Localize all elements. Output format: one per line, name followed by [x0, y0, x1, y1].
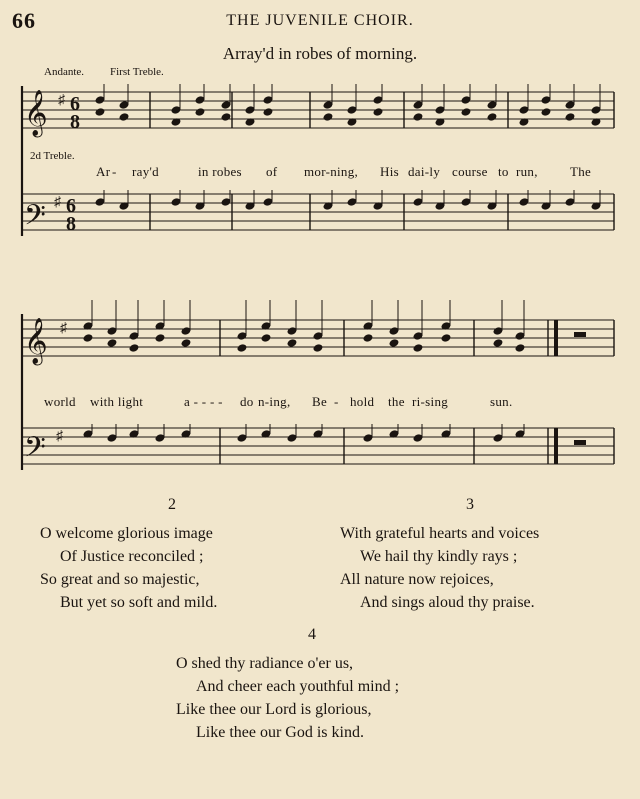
note-head-icon [119, 112, 130, 122]
page-number: 66 [12, 8, 36, 33]
lyric-syllable: The [570, 164, 592, 179]
lyric-syllable: Be [312, 394, 328, 409]
verse-2 [40, 522, 217, 614]
sharp-icon: ♯ [56, 429, 63, 444]
verse-4 [176, 652, 399, 744]
lyric-syllable: sun. [490, 394, 513, 409]
note-head-icon [373, 107, 384, 117]
lyric-syllable: Ar [96, 164, 111, 179]
lyric-syllable: n-ing, [258, 394, 291, 409]
note-head-icon [389, 338, 400, 348]
lyric-syllable: ray'd [132, 164, 159, 179]
lyric-syllable: the [388, 394, 405, 409]
verse-line: And cheer each youthful mind ; [196, 678, 400, 695]
bass-clef-icon: 𝄢 [24, 431, 46, 471]
note-head-icon [261, 333, 272, 343]
note-head-icon [129, 343, 140, 353]
treble-clef-icon: 𝄞 [24, 90, 48, 136]
verse-line: All nature now rejoices, [340, 571, 494, 588]
sharp-icon: ♯ [58, 93, 65, 108]
verse-3 [340, 522, 539, 614]
verse-line: Like thee our God is kind. [196, 724, 364, 741]
verse-line: With grateful hearts and voices [340, 525, 540, 542]
lyric-syllable: ri-sing [412, 394, 449, 409]
verse-line: O shed thy radiance o'er us, [176, 655, 354, 672]
note-head-icon [565, 112, 576, 122]
note-head-icon [263, 107, 274, 117]
lyric-syllable: with light [90, 394, 144, 409]
verse-line: We hail thy kindly rays ; [360, 548, 518, 565]
svg-text:6: 6 [66, 195, 76, 217]
lyric-syllable: - [334, 394, 339, 409]
note-head-icon [181, 338, 192, 348]
first-part-label: First Treble. [110, 66, 164, 78]
rest-icon [574, 332, 586, 337]
verse-line: So great and so majestic, [40, 571, 200, 588]
note-head-icon [487, 112, 498, 122]
note-head-icon [515, 343, 526, 353]
note-head-icon [107, 338, 118, 348]
note-head-icon [413, 112, 424, 122]
second-part-label: 2d Treble. [30, 150, 75, 162]
note-head-icon [313, 343, 324, 353]
note-head-icon [195, 107, 206, 117]
lyric-syllable: hold [350, 394, 375, 409]
verse-number: 2 [168, 496, 176, 513]
verse-line: Like thee our Lord is glorious, [176, 701, 372, 718]
note-head-icon [155, 333, 166, 343]
verse-number: 4 [308, 626, 316, 643]
note-head-icon [83, 333, 94, 343]
sharp-icon: ♯ [54, 195, 61, 210]
lyric-syllable: of [266, 164, 278, 179]
note-head-icon [413, 343, 424, 353]
sharp-icon: ♯ [60, 321, 67, 336]
note-head-icon [95, 107, 106, 117]
verse-line: And sings aloud thy praise. [360, 594, 535, 611]
song-title: Array'd in robes of morning. [222, 44, 418, 63]
note-head-icon [237, 343, 248, 353]
lyric-syllable: course [452, 164, 488, 179]
verse-line: But yet so soft and mild. [60, 594, 218, 611]
note-head-icon [287, 338, 298, 348]
running-title: THE JUVENILE CHOIR. [226, 12, 414, 29]
lyric-syllable: a - - - - [184, 394, 223, 409]
svg-text:6: 6 [70, 93, 80, 115]
time-signature-icon [66, 93, 80, 235]
lyric-syllable: His [380, 164, 399, 179]
lyric-syllable: run, [516, 164, 538, 179]
svg-text:8: 8 [70, 111, 80, 133]
lyric-syllable: in robes [198, 164, 242, 179]
verse-line: O welcome glorious image [40, 525, 213, 542]
verse-line: Of Justice reconciled ; [60, 548, 204, 565]
rest-icon [574, 440, 586, 445]
note-head-icon [441, 333, 452, 343]
note-head-icon [221, 112, 232, 122]
note-head-icon [461, 107, 472, 117]
svg-text:8: 8 [66, 213, 76, 235]
note-head-icon [363, 333, 374, 343]
lyric-syllable: mor-ning, [304, 164, 359, 179]
lyric-syllable: dai-ly [408, 164, 441, 179]
note-head-icon [493, 338, 504, 348]
lyric-syllable: world [44, 394, 76, 409]
verse-number: 3 [466, 496, 474, 513]
note-head-icon [541, 107, 552, 117]
lyric-syllable: to [498, 164, 509, 179]
treble-clef-icon: 𝄞 [24, 318, 48, 364]
lyric-syllable: - [112, 164, 117, 179]
bass-clef-icon: 𝄢 [24, 199, 46, 239]
lyric-syllable: do [240, 394, 254, 409]
tempo-marking: Andante. [44, 66, 85, 78]
note-head-icon [323, 112, 334, 122]
